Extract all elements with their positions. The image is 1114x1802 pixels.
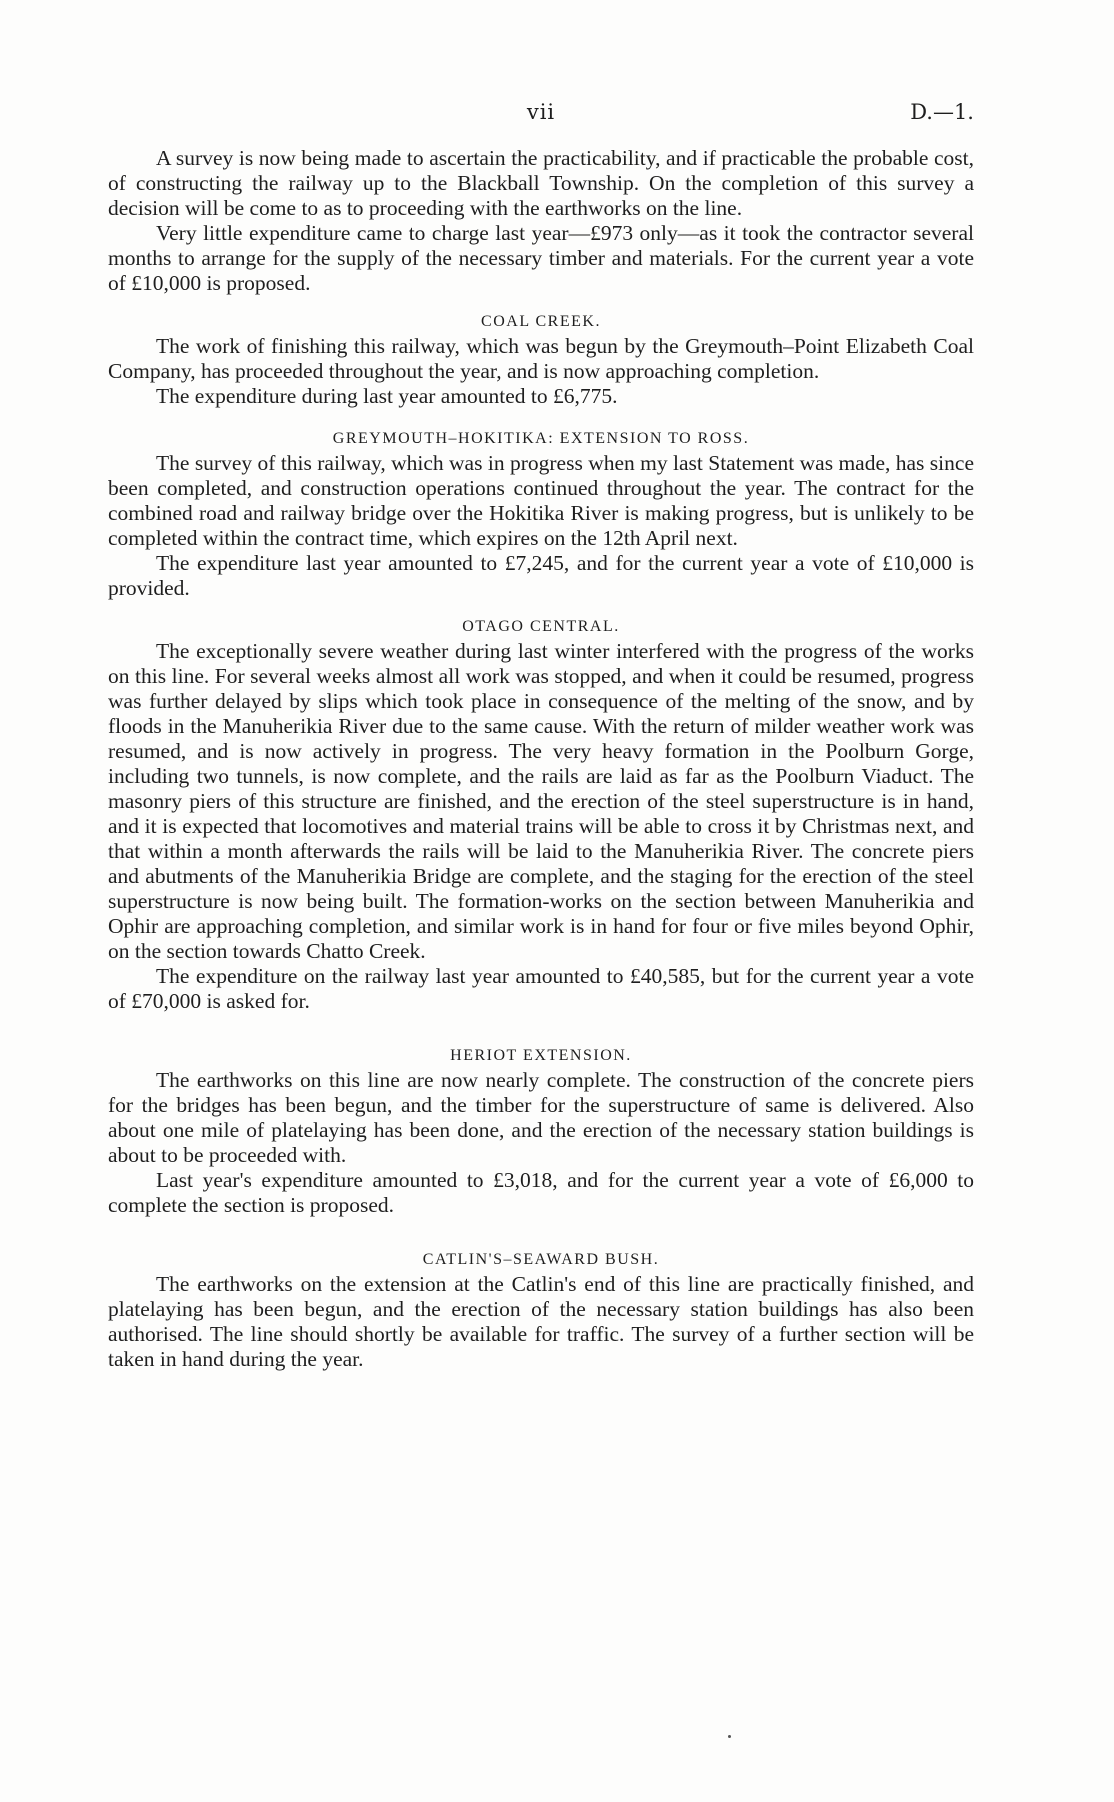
document-reference: D.—1. <box>910 100 974 124</box>
paragraph: Very little expenditure came to charge last year—£973 only—as it took the contractor several months to arrange for the supply of the necessary timber and materials. For the current year a vote of £10,000 is proposed. <box>108 221 974 295</box>
page-header <box>108 100 974 128</box>
paragraph: The earthworks on the extension at the Catlin's end of this line are practically finished, and platelaying has been begun, and the erection of the necessary station buildings has also been authorised. The line should shortly be available for traffic. The survey of a further section will be taken in hand during the year. <box>108 1272 974 1371</box>
paragraph: Last year's expenditure amounted to £3,018, and for the current year a vote of £6,000 to complete the section is proposed. <box>108 1168 974 1217</box>
paragraph: The survey of this railway, which was in progress when my last Statement was made, has since been completed, and construction operations continued throughout the year. The contract for the combined road and railway bridge over the Hokitika River is making progress, but is unlikely to be completed within the contract time, which expires on the 12th April next. <box>108 451 974 550</box>
paragraph: The expenditure on the railway last year amounted to £40,585, but for the current year a vote of £70,000 is asked for. <box>108 964 974 1013</box>
print-speck <box>728 1735 731 1738</box>
section-heading: GREYMOUTH–HOKITIKA: EXTENSION TO ROSS. <box>332 430 750 447</box>
section-greymouth-hokitika <box>108 427 974 601</box>
section-heading: COAL CREEK. <box>481 313 601 330</box>
page-number: vii <box>526 100 556 124</box>
section-heading: CATLIN'S–SEAWARD BUSH. <box>422 1251 660 1268</box>
paragraph: The earthworks on this line are now nearly complete. The construction of the concrete piers for the bridges has been begun, and the timber for the superstructure of same is delivered. Also about one mile of platelaying has been done, and the erection of the necessary station buildings is about to be proceeded with. <box>108 1068 974 1167</box>
section-catlins-seaward-bush <box>108 1248 974 1372</box>
paragraph: The exceptionally severe weather during last winter interfered with the progress of the works on this line. For several weeks almost all work was stopped, and when it could be resumed, progress was further delayed by slips which took place in consequence of the melting of the snow, and by floods in the Manuherikia River due to the same cause. With the return of milder weather work was resumed, and is now actively in progress. The very heavy formation in the Poolburn Gorge, including two tunnels, is now complete, and the rails are laid as far as the Poolburn Viaduct. The masonry piers of this structure are finished, and the erection of the steel superstructure is in hand, and it is expected that locomotives and material trains will be able to cross it by Christmas next, and that within a month afterwards the rails will be laid to the Manuherikia River. The concrete piers and abutments of the Manuherikia Bridge are complete, and the staging for the erection of the steel superstructure is now being built. The formation-works on the section between Manuherikia and Ophir are approaching completion, and similar work is in hand for four or five miles beyond Ophir, on the section towards Chatto Creek. <box>108 639 974 963</box>
paragraph: The expenditure during last year amounted to £6,775. <box>156 384 618 408</box>
section-heading: HERIOT EXTENSION. <box>450 1047 632 1064</box>
section-heading: OTAGO CENTRAL. <box>462 618 620 635</box>
section-otago-central <box>108 615 974 1014</box>
section-blackball <box>108 146 974 296</box>
section-coal-creek <box>108 310 974 409</box>
paragraph: A survey is now being made to ascertain the practicability, and if practicable the probable cost, of constructing the railway up to the Blackball Township. On the completion of this survey a decision will be come to as to proceeding with the earthworks on the line. <box>108 146 974 220</box>
section-heriot-extension <box>108 1044 974 1218</box>
paragraph: The expenditure last year amounted to £7,245, and for the current year a vote of £10,000 is provided. <box>108 551 974 600</box>
paragraph: The work of finishing this railway, which was begun by the Greymouth–Point Elizabeth Coal Company, has proceeded throughout the year, and is now approaching completion. <box>108 334 974 383</box>
page-body <box>108 146 974 1372</box>
